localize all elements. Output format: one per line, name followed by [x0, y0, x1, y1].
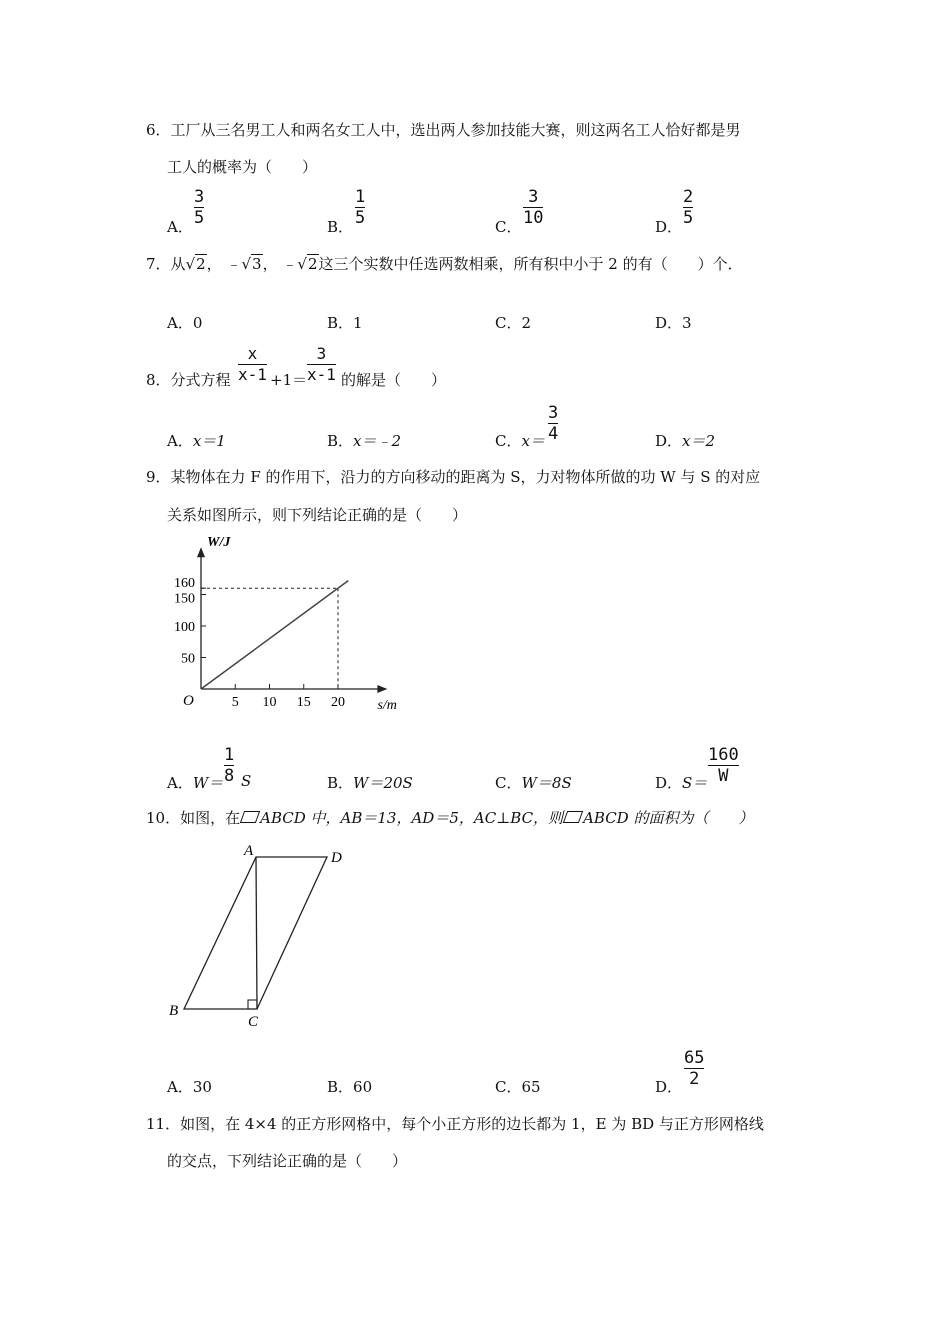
x-tick-label: 15 — [296, 695, 311, 710]
parallelogram-symbol-icon — [240, 811, 260, 823]
x-tick-label: 10 — [262, 695, 277, 710]
vertex-a-label: A — [244, 843, 254, 859]
q6-option-c-label: C． — [495, 218, 522, 236]
q11-line2: 的交点，下列结论正确的是（ ） — [167, 1152, 408, 1170]
q8-fraction-1: x x-1 — [238, 344, 267, 384]
diagonal-ac — [256, 857, 257, 1009]
origin-label: O — [183, 693, 194, 709]
q9-line2: 关系如图所示，则下列结论正确的是（ ） — [167, 506, 468, 524]
q6-option-b-fraction: 1 5 — [355, 187, 366, 228]
q7-line: 7．从√2， ﹣√3， ﹣√2这三个实数中任选两数相乘，所有积中小于 2 的有（ ）个． — [146, 255, 743, 273]
y-axis-arrow — [197, 547, 205, 557]
y-tick-label: 150 — [174, 591, 195, 607]
vertex-d-label: D — [331, 850, 342, 866]
vertex-c-label: C — [248, 1014, 259, 1030]
x-tick-label: 20 — [331, 695, 345, 710]
q8-mid: +1＝ — [270, 371, 308, 389]
q7-option-d: D．3 — [655, 314, 692, 332]
q10-option-b: B．60 — [327, 1078, 373, 1096]
q6-line2: 工人的概率为（ ） — [167, 158, 318, 176]
q9-option-a-post: S — [241, 772, 252, 790]
q9-option-a-fraction: 1 8 — [224, 745, 235, 786]
q7-number: 7． — [146, 255, 171, 273]
q9-option-b: B．W＝20S — [327, 774, 413, 792]
q10-option-c: C．65 — [495, 1078, 541, 1096]
q8-number: 8． — [146, 371, 171, 389]
q8-prefix: 8．分式方程 — [146, 371, 231, 389]
right-angle-mark — [248, 1000, 257, 1009]
vertex-b-label: B — [169, 1003, 179, 1019]
q9-option-c: C．W＝8S — [495, 774, 572, 792]
q6-option-c-fraction: 3 10 — [523, 187, 544, 228]
q9-number: 9． — [146, 468, 171, 486]
q8-post: 的解是（ ） — [341, 371, 447, 389]
q10-option-d-fraction: 65 2 — [684, 1048, 705, 1089]
x-tick-label: 5 — [231, 695, 239, 710]
q7-option-b: B．1 — [327, 314, 363, 332]
q9-option-a: A．W＝ — [167, 774, 224, 792]
q9-option-d: D．S＝ — [655, 774, 708, 792]
y-tick-label: 160 — [174, 576, 195, 592]
q11-number: 11． — [146, 1115, 181, 1133]
q6-option-a-label: A． — [167, 218, 193, 236]
parallelogram-symbol-icon — [563, 811, 583, 823]
q6-option-a-fraction: 3 5 — [194, 187, 205, 228]
q7-pre: 从 — [170, 255, 186, 273]
y-tick-label: 100 — [174, 620, 195, 635]
q6-option-d-label: D． — [655, 218, 683, 236]
q8-option-b: B．x＝﹣2 — [327, 432, 402, 450]
parallelogram-figure — [160, 838, 360, 1033]
neg-sqrt-3-term: √3 — [241, 255, 262, 273]
q8-option-c-fraction: 3 4 — [548, 403, 559, 444]
q7-option-a: A．0 — [167, 314, 203, 332]
q8-option-a: A．x＝1 — [167, 432, 226, 450]
x-axis-arrow — [377, 685, 387, 693]
q7-option-c: C．2 — [495, 314, 532, 332]
q11-line1: 11．如图，在 4×4 的正方形网格中，每个小正方形的边长都为 1，E 为 BD 与正方形网格线 — [146, 1115, 764, 1133]
q10-line: 10．如图，在 ABCD 中，AB＝13，AD＝5，AC⊥BC，则 ABCD 的面积为（ ） — [146, 809, 754, 827]
y-tick-label: 50 — [181, 651, 195, 667]
q6-text-1: 工厂从三名男工人和两名女工人中，选出两人参加技能大赛，则这两名工人恰好都是男 — [170, 121, 741, 139]
sqrt-2-term: √2 — [185, 255, 206, 273]
q9-option-d-fraction: 160 W — [708, 745, 739, 786]
q6-option-d-fraction: 2 5 — [683, 187, 694, 228]
q8-fraction-2: 3 x-1 — [307, 344, 336, 384]
neg-sqrt-2-term: √2 — [297, 255, 318, 273]
q10-option-a: A．30 — [167, 1078, 212, 1096]
q8-option-c: C．x＝ — [495, 432, 545, 450]
q9-line1: 9．某物体在力 F 的作用下，沿力的方向移动的距离为 S，力对物体所做的功 W 与 S 的对应 — [146, 468, 761, 486]
q7-post: 这三个实数中任选两数相乘，所有积中小于 2 的有（ ）个． — [318, 255, 743, 273]
q10-number: 10． — [146, 809, 181, 827]
q6-line1 — [146, 120, 741, 140]
work-distance-chart — [160, 530, 400, 720]
series-line-w — [201, 581, 348, 689]
q8-option-d: D．x＝2 — [655, 432, 716, 450]
y-axis-label: W/J — [207, 535, 231, 550]
q10-option-d-label: D． — [655, 1078, 683, 1096]
x-axis-label: s/m — [377, 698, 397, 713]
q6-option-b-label: B． — [327, 218, 354, 236]
q6-number: 6． — [146, 121, 171, 139]
